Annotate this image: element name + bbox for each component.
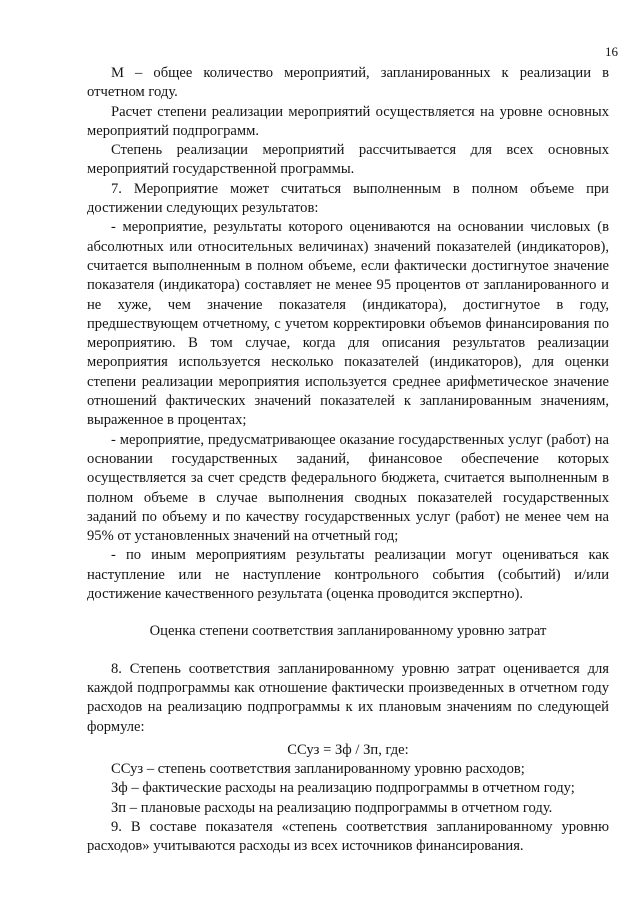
paragraph-item-7: 7. Мероприятие может считаться выполненным в полном объеме при достижении следующих результатов:	[87, 180, 609, 217]
definition-zf: Зф – фактические расходы на реализацию подпрограммы в отчетном году;	[111, 780, 575, 797]
paragraph-item-8: 8. Степень соответствия запланированному уровню затрат оценивается для каждой подпрограммы как отношение фактически произведенных в отчетном году расходов на реализацию подпрограммы к их плановым значениям по следующей формуле:	[87, 660, 609, 735]
paragraph-calculation-level: Расчет степени реализации мероприятий осуществляется на уровне основных мероприятий подпрограмм.	[87, 103, 609, 139]
document-body	[87, 64, 609, 857]
formula: ССуз = Зф / Зп, где:	[287, 741, 409, 758]
paragraph-calculation-scope: Степень реализации мероприятий рассчитывается для всех основных мероприятий государственной программы.	[87, 142, 609, 178]
paragraph-state-services: - мероприятие, предусматривающее оказание государственных услуг (работ) на основании государственных заданий, финансовое обеспечение которых осуществляется за счет средств федерального бюджета, считается выполненным в полном объеме в случае выполнения сводных показателей государственных заданий по объему и по качеству государственных услуг (работ) не менее чем на 95% от установленных значений на отчетный год;	[87, 431, 609, 545]
paragraph-item-9: 9. В составе показателя «степень соответствия запланированному уровню расходов» учитываются расходы из всех источников финансирования.	[87, 818, 609, 855]
section-heading: Оценка степени соответствия запланированному уровню затрат	[149, 623, 547, 640]
paragraph-m-definition: М – общее количество мероприятий, запланированных к реализации в отчетном году.	[87, 65, 609, 101]
definition-zp: Зп – плановые расходы на реализацию подпрограммы в отчетном году.	[111, 799, 553, 816]
paragraph-numeric-indicators: - мероприятие, результаты которого оцениваются на основании числовых (в абсолютных или относительных величинах) значений показателей (индикаторов), считается выполненным в полном объеме, если фактически достигнутое значение показателя (индикатора) составляет не менее 95 процентов от запланированного и не хуже, чем значение показателя (индикатора), достигнутое в году, предшествующем отчетному, с учетом корректировки объемов финансирования по мероприятию. В том случае, когда для описания результатов реализации мероприятия используется несколько показателей (индикаторов), для оценки степени реализации мероприятия используется среднее арифметическое значение отношений фактических значений показателей к запланированным значениям, выраженное в процентах;	[87, 219, 609, 429]
paragraph-other-measures: - по иным мероприятиям результаты реализации могут оцениваться как наступление или не наступление контрольного события (событий) и/или достижение качественного результата (оценка проводится экспертно).	[87, 547, 609, 603]
definition-ssuz: ССуз – степень соответствия запланированному уровню расходов;	[111, 761, 525, 778]
page-number: 16	[605, 44, 618, 59]
